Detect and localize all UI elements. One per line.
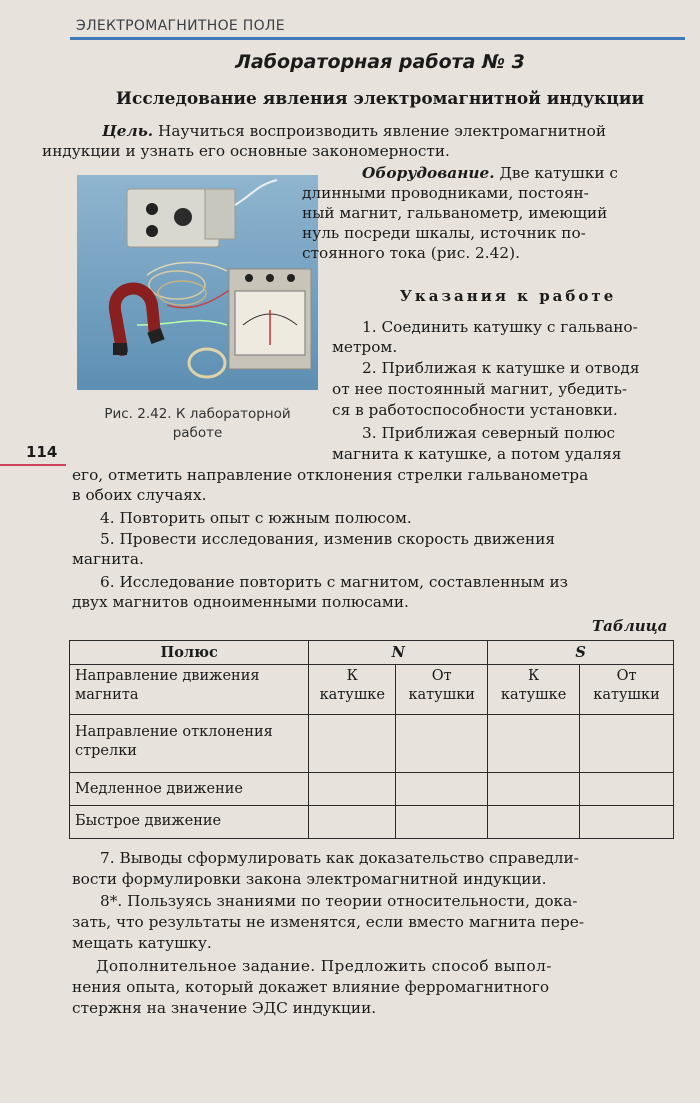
figure-caption-line2: работе [172,425,223,441]
empty-cell[interactable] [580,773,674,806]
header-rule [70,37,685,40]
equipment-line: ный магнит, гальванометр, имеющий [302,204,608,222]
step-2-line3: ся в работоспособности установки. [332,401,618,419]
cell-n-toward: К катушке [309,665,396,715]
step-3-line3: его, отметить направление отклонения стрелки гальванометра [72,466,589,484]
galvanometer [229,269,311,369]
empty-cell[interactable] [309,773,396,806]
step-5-line2: магнита. [72,550,144,568]
page-number: 114 [26,443,58,461]
step-3-line1: 3. Приближая северный полюс [362,424,616,442]
step-5-line1: 5. Провести исследования, изменив скорость движения [100,530,556,548]
step-3-line2: магнита к катушке, а потом удаляя [332,445,622,463]
row-slow-label: Медленное движение [70,773,309,806]
figure-caption-line1: Рис. 2.42. К лабораторной [104,406,291,422]
goal-label: Цель. [102,122,154,140]
cell-s-toward: К катушке [488,665,580,715]
empty-cell[interactable] [488,715,580,773]
empty-cell[interactable] [580,806,674,839]
header-pole-n: N [309,641,488,665]
page-number-rule [0,464,66,466]
header-pole: Полюс [70,641,309,665]
step-8-line3: мещать катушку. [72,934,212,952]
row-deflection-label: Направление отклонения стрелки [70,715,309,773]
equipment-line: стоянного тока (рис. 2.42). [302,244,520,262]
section-header: ЭЛЕКТРОМАГНИТНОЕ ПОЛЕ [76,18,285,34]
step-6-line2: двух магнитов одноименными полюсами. [72,593,409,611]
empty-cell[interactable] [309,715,396,773]
step-7-line2: вости формулировки закона электромагнитной индукции. [72,870,547,888]
empty-cell[interactable] [309,806,396,839]
step-1-line1: 1. Соединить катушку с гальвано- [362,318,638,336]
extra-task-line1: Дополнительное задание. Предложить способ выпол- [96,957,552,975]
table-row [70,641,674,665]
table-caption: Таблица [592,617,668,635]
equipment-paragraph [302,163,684,263]
step-7-line1: 7. Выводы сформулировать как доказательство справедли- [100,849,579,867]
goal-text-line1: Научиться воспроизводить явление электромагнитной [158,122,607,140]
header-pole-s: S [488,641,674,665]
step-2-line1: 2. Приближая к катушке и отводя [362,359,640,377]
equipment-line: длинными проводниками, постоян- [302,184,589,202]
step-4: 4. Повторить опыт с южным полюсом. [100,509,412,527]
equipment-line: Две катушки с [499,164,618,182]
step-1-line2: метром. [332,338,398,356]
table-row [70,806,674,839]
table-row [70,665,674,715]
results-table [69,640,674,839]
empty-cell[interactable] [396,715,488,773]
step-3-line4: в обоих случаях. [72,486,207,504]
extra-task-line2: нения опыта, который докажет влияние ферромагнитного [72,978,550,996]
step-8-line1: 8*. Пользуясь знаниями по теории относительности, дока- [100,892,578,910]
empty-cell[interactable] [488,773,580,806]
lab-title: Лабораторная работа № 3 [235,51,525,73]
cell-n-away: От катушки [396,665,488,715]
lab-subtitle: Исследование явления электромагнитной индукции [115,89,645,109]
empty-cell[interactable] [396,806,488,839]
goal-paragraph [42,121,684,161]
figure-caption [77,405,318,443]
equipment-illustration [77,175,318,390]
equipment-label: Оборудование. [362,164,495,182]
extra-task-line3: стержня на значение ЭДС индукции. [72,999,377,1017]
goal-text-line2: индукции и узнать его основные закономерности. [42,142,450,160]
step-6-line1: 6. Исследование повторить с магнитом, составленным из [100,573,569,591]
step-2-line2: от нее постоянный магнит, убедить- [332,380,628,398]
cell-s-away: От катушки [580,665,674,715]
instructions-heading: Указания к работе [399,287,617,305]
empty-cell[interactable] [396,773,488,806]
empty-cell[interactable] [580,715,674,773]
equipment-line: нуль посреди шкалы, источник по- [302,224,586,242]
step-8-line2: зать, что результаты не изменятся, если вместо магнита пере- [72,913,584,931]
lab-equipment-photo [77,175,318,390]
row-fast-label: Быстрое движение [70,806,309,839]
empty-cell[interactable] [488,806,580,839]
table-row [70,715,674,773]
table-row [70,773,674,806]
row-direction-label: Направление движения магнита [70,665,309,715]
